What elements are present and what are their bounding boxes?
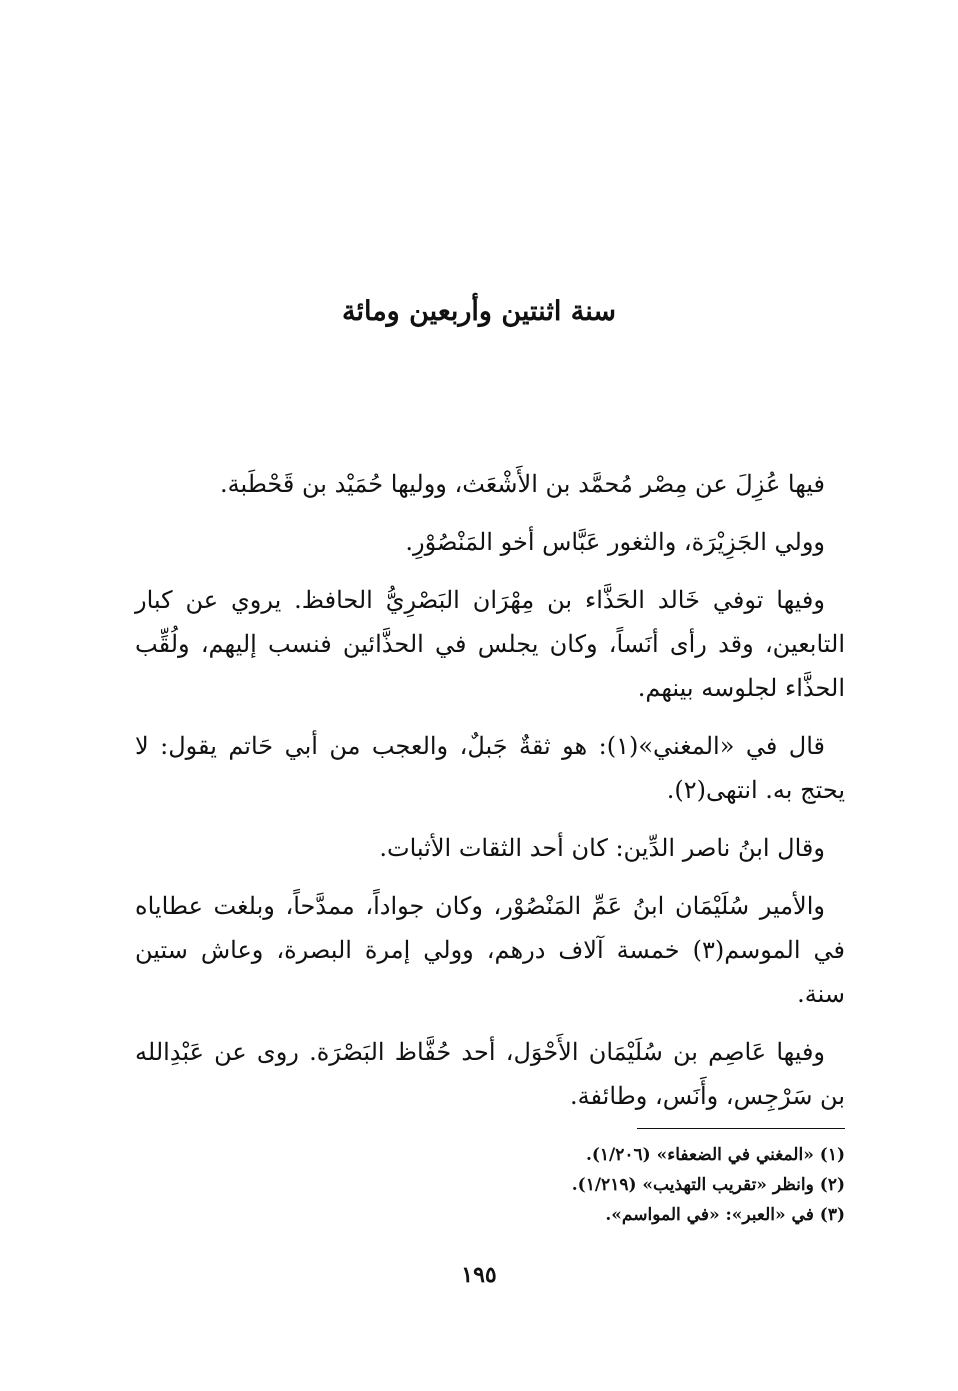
- footnote-1: (١) «المغني في الضعفاء» (١/٢٠٦).: [585, 1145, 845, 1165]
- footnote-3: (٣) في «العبر»: «في المواسم».: [605, 1205, 845, 1225]
- paragraph-3: وفيها توفي خَالد الحَذَّاء بن مِهْرَان البَصْرِيُّ الحافظ. يروي عن كبار التابعين، وقد رأى أنَساً، وكان يجلس في الحذَّائين فنسب إليهم، ولُقِّب الحذَّاء لجلوسه بينهم.: [135, 586, 845, 702]
- paragraph-4: قال في «المغني»(١): هو ثقةٌ جَبلٌ، والعجب من أبي حَاتم يقول: لا يحتج به. انتهى(٢).: [135, 732, 845, 804]
- paragraph-6: والأمير سُلَيْمَان ابنُ عَمِّ المَنْصُوْر، وكان جواداً، ممدَّحاً، وبلغت عطاياه في الموسم(٣) خمسة آلاف درهم، وولي إمرة البصرة، وعاش ستين سنة.: [135, 892, 845, 1008]
- body-text: [135, 462, 845, 1132]
- footnote-2: (٢) وانظر «تقريب التهذيب» (١/٢١٩).: [571, 1175, 845, 1195]
- paragraph-1: فيها عُزِلَ عن مِصْر مُحمَّد بن الأَشْعَث، ووليها حُمَيْد بن قَحْطَبة.: [219, 470, 825, 498]
- paragraph-2: وولي الجَزِيْرَة، والثغور عَبَّاس أخو المَنْصُوْرِ.: [405, 528, 825, 556]
- page-number: ١٩٥: [461, 1262, 497, 1288]
- paragraph-7: وفيها عَاصِم بن سُلَيْمَان الأَحْوَل، أحد حُفَّاظ البَصْرَة. روى عن عَبْدِالله بن سَرْجِس، وأَنَس، وطائفة.: [135, 1038, 845, 1110]
- paragraph-5: وقال ابنُ ناصر الدِّين: كان أحد الثقات الأثبات.: [379, 834, 825, 862]
- footnotes: [135, 1140, 845, 1230]
- section-heading: سنة اثنتين وأربعين ومائة: [342, 296, 616, 327]
- footnote-divider: [637, 1128, 845, 1129]
